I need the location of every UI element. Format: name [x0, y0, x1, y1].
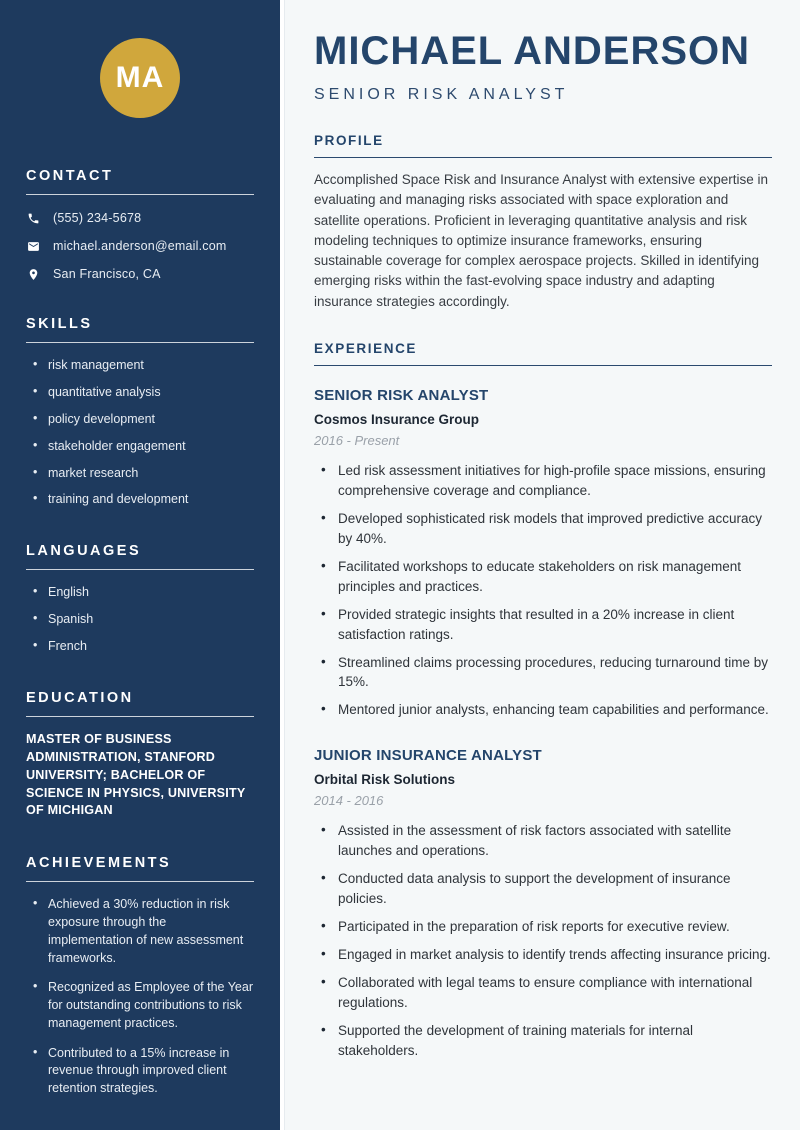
skill-item: • training and development — [33, 491, 254, 508]
job-bullet: • Assisted in the assessment of risk factors associated with satellite launches and operations. — [321, 821, 772, 861]
contact-item-location — [26, 267, 254, 281]
achievement-item: • Achieved a 30% reduction in risk exposure through the implementation of new assessment frameworks. — [33, 896, 254, 967]
job-bullet-list — [314, 821, 772, 1061]
job-bullet: • Conducted data analysis to support the development of insurance policies. — [321, 869, 772, 909]
languages-list — [26, 584, 254, 655]
skill-item: • market research — [33, 465, 254, 482]
candidate-name: MICHAEL ANDERSON — [314, 29, 751, 73]
sidebar — [0, 0, 280, 1130]
languages-section — [26, 543, 254, 655]
experience-section — [314, 341, 772, 1061]
email-icon — [26, 240, 40, 253]
job-bullet: • Developed sophisticated risk models that improved predictive accuracy by 40%. — [321, 509, 772, 549]
job-company: Orbital Risk Solutions — [314, 772, 456, 788]
contact-heading: CONTACT — [26, 168, 254, 195]
education-degree: MASTER OF BUSINESS ADMINISTRATION, STANFORD UNIVERSITY; BACHELOR OF SCIENCE IN PHYSICS, UNIVERSITY OF MICHIGAN — [26, 731, 246, 818]
candidate-title: SENIOR RISK ANALYST — [314, 86, 569, 103]
profile-section — [314, 133, 772, 312]
job-dates: 2014 - 2016 — [314, 793, 384, 809]
avatar — [100, 38, 180, 118]
job-company: Cosmos Insurance Group — [314, 411, 480, 427]
contact-list — [26, 211, 254, 281]
job-bullet: • Engaged in market analysis to identify trends affecting insurance pricing. — [321, 945, 772, 965]
skill-item: • quantitative analysis — [33, 384, 254, 401]
job-bullet: • Provided strategic insights that resulted in a 20% increase in client satisfaction ratings. — [321, 605, 772, 645]
achievement-item: • Recognized as Employee of the Year for outstanding contributions to risk management practices. — [33, 979, 254, 1032]
job-bullet: • Streamlined claims processing procedures, reducing turnaround time by 15%. — [321, 653, 772, 693]
job-bullet: • Mentored junior analysts, enhancing team capabilities and performance. — [321, 700, 772, 720]
profile-heading: PROFILE — [314, 133, 772, 158]
experience-heading: EXPERIENCE — [314, 341, 772, 366]
contact-item-email — [26, 239, 254, 253]
contact-section — [26, 168, 254, 281]
languages-heading: LANGUAGES — [26, 543, 254, 570]
avatar-initials: MA — [115, 61, 165, 94]
achievements-list — [26, 896, 254, 1098]
job-bullet-list — [314, 461, 772, 721]
skill-item: • stakeholder engagement — [33, 438, 254, 455]
skills-list — [26, 357, 254, 508]
contact-phone-text: (555) 234-5678 — [53, 211, 142, 225]
skill-item: • risk management — [33, 357, 254, 374]
location-icon — [26, 268, 40, 281]
skills-section — [26, 316, 254, 508]
contact-email-text: michael.anderson@email.com — [53, 239, 227, 253]
job-title: JUNIOR INSURANCE ANALYST — [314, 747, 542, 765]
job-bullet: • Participated in the preparation of risk reports for executive review. — [321, 917, 772, 937]
job-entry-senior-risk-analyst — [314, 387, 772, 721]
phone-icon — [26, 212, 40, 225]
job-bullet: • Facilitated workshops to educate stakeholders on risk management principles and practices. — [321, 557, 772, 597]
education-section — [26, 690, 254, 820]
skills-heading: SKILLS — [26, 316, 254, 343]
job-dates: 2016 - Present — [314, 432, 400, 448]
profile-text: Accomplished Space Risk and Insurance Analyst with extensive expertise in evaluating and managing risks associated with space exploration and satellite operations. Proficient in leveraging quantitative analysis and risk modeling techniques to optimize insurance frameworks, ensuring sustainable coverage for complex aerospace projects. Skilled in identifying emerging risks within the fast-evolving space industry and adapting insurance strategies accordingly. — [314, 172, 768, 309]
job-entry-junior-insurance-analyst — [314, 747, 772, 1061]
job-bullet: • Collaborated with legal teams to ensure compliance with international regulations. — [321, 973, 772, 1013]
job-bullet: • Led risk assessment initiatives for high-profile space missions, ensuring comprehensive coverage and compliance. — [321, 461, 772, 501]
education-heading: EDUCATION — [26, 690, 254, 717]
achievements-heading: ACHIEVEMENTS — [26, 855, 254, 882]
contact-item-phone — [26, 211, 254, 225]
achievements-section — [26, 855, 254, 1098]
language-item: • French — [33, 638, 254, 655]
language-item: • Spanish — [33, 611, 254, 628]
achievement-item: • Contributed to a 15% increase in revenue through improved client retention strategies. — [33, 1045, 254, 1098]
contact-location-text: San Francisco, CA — [53, 267, 161, 281]
language-item: • English — [33, 584, 254, 601]
job-title: SENIOR RISK ANALYST — [314, 386, 489, 404]
job-bullet: • Supported the development of training materials for internal stakeholders. — [321, 1021, 772, 1061]
skill-item: • policy development — [33, 411, 254, 428]
resume-main — [280, 0, 800, 1130]
